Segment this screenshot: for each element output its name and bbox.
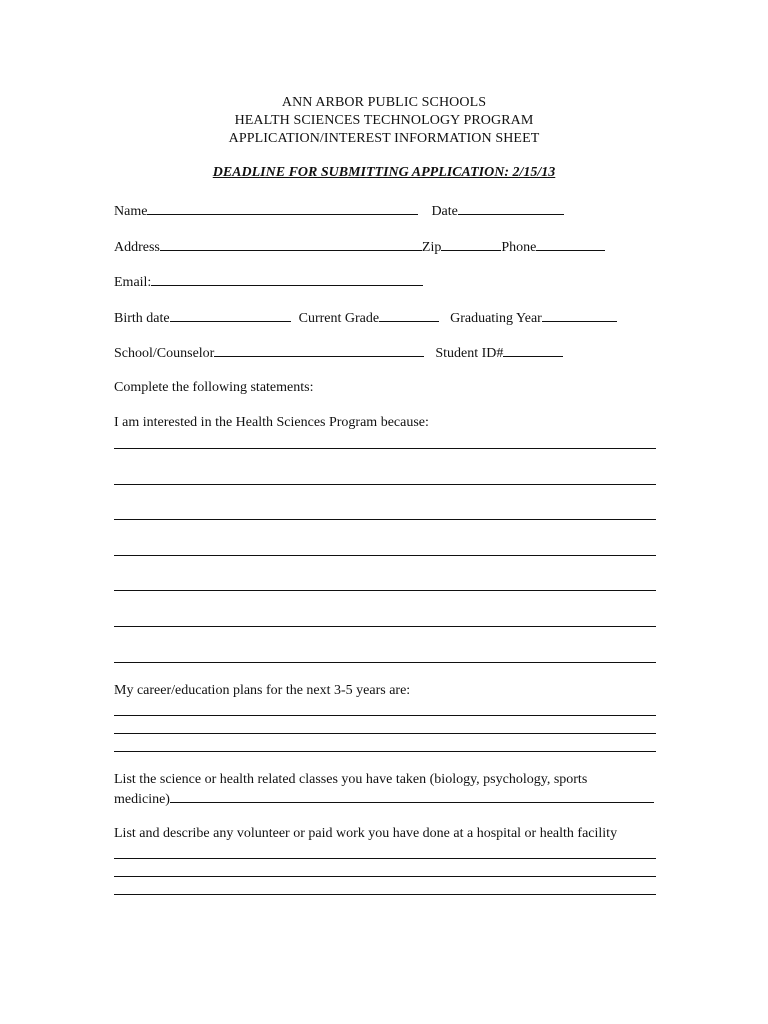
header-line-1: ANN ARBOR PUBLIC SCHOOLS [281, 95, 487, 110]
classes-answer-field[interactable] [170, 789, 654, 803]
school-counselor-field[interactable] [214, 343, 424, 357]
address-field[interactable] [160, 237, 422, 251]
interest-answer-line[interactable] [114, 590, 656, 591]
interest-prompt: I am interested in the Health Sciences Program because: [114, 415, 429, 430]
current-grade-field[interactable] [379, 308, 439, 322]
classes-prompt-line1: List the science or health related classes you have taken (biology, psychology, sports [114, 772, 588, 787]
address-label: Address [114, 240, 160, 255]
email-row [114, 272, 423, 290]
header-line-2: HEALTH SCIENCES TECHNOLOGY PROGRAM [234, 113, 534, 128]
name-field[interactable] [147, 201, 418, 215]
graduating-year-label: Graduating Year [450, 311, 542, 326]
interest-answer-line[interactable] [114, 662, 656, 663]
zip-label: Zip [421, 240, 442, 255]
zip-field[interactable] [441, 237, 501, 251]
name-date-row [114, 201, 564, 219]
interest-answer-line[interactable] [114, 448, 656, 449]
career-answer-line[interactable] [114, 715, 656, 716]
school-row [114, 343, 563, 361]
volunteer-answer-line[interactable] [114, 894, 656, 895]
classes-prompt-row [114, 789, 654, 807]
birth-date-label: Birth date [114, 311, 170, 326]
date-field[interactable] [458, 201, 564, 215]
career-prompt: My career/education plans for the next 3-5 years are: [114, 683, 411, 698]
birth-date-field[interactable] [170, 308, 291, 322]
phone-label: Phone [501, 240, 537, 255]
deadline-notice: DEADLINE FOR SUBMITTING APPLICATION: 2/15/13 [212, 165, 556, 180]
student-id-label: Student ID# [435, 346, 504, 361]
volunteer-answer-line[interactable] [114, 876, 656, 877]
phone-field[interactable] [536, 237, 605, 251]
school-counselor-label: School/Counselor [114, 346, 215, 361]
career-answer-line[interactable] [114, 751, 656, 752]
email-field[interactable] [151, 272, 423, 286]
career-answer-line[interactable] [114, 733, 656, 734]
header-line-3: APPLICATION/INTEREST INFORMATION SHEET [228, 131, 540, 146]
date-label: Date [431, 204, 458, 219]
classes-prompt-line2: medicine) [114, 792, 170, 807]
interest-answer-line[interactable] [114, 519, 656, 520]
interest-answer-line[interactable] [114, 484, 656, 485]
address-row [114, 237, 605, 255]
name-label: Name [114, 204, 148, 219]
email-label: Email: [114, 275, 152, 290]
volunteer-answer-line[interactable] [114, 858, 656, 859]
interest-answer-line[interactable] [114, 555, 656, 556]
statements-intro: Complete the following statements: [114, 380, 314, 395]
birth-grade-row [114, 308, 617, 326]
graduating-year-field[interactable] [542, 308, 617, 322]
volunteer-prompt: List and describe any volunteer or paid work you have done at a hospital or health facility [114, 826, 618, 841]
current-grade-label: Current Grade [298, 311, 380, 326]
interest-answer-line[interactable] [114, 626, 656, 627]
student-id-field[interactable] [503, 343, 563, 357]
